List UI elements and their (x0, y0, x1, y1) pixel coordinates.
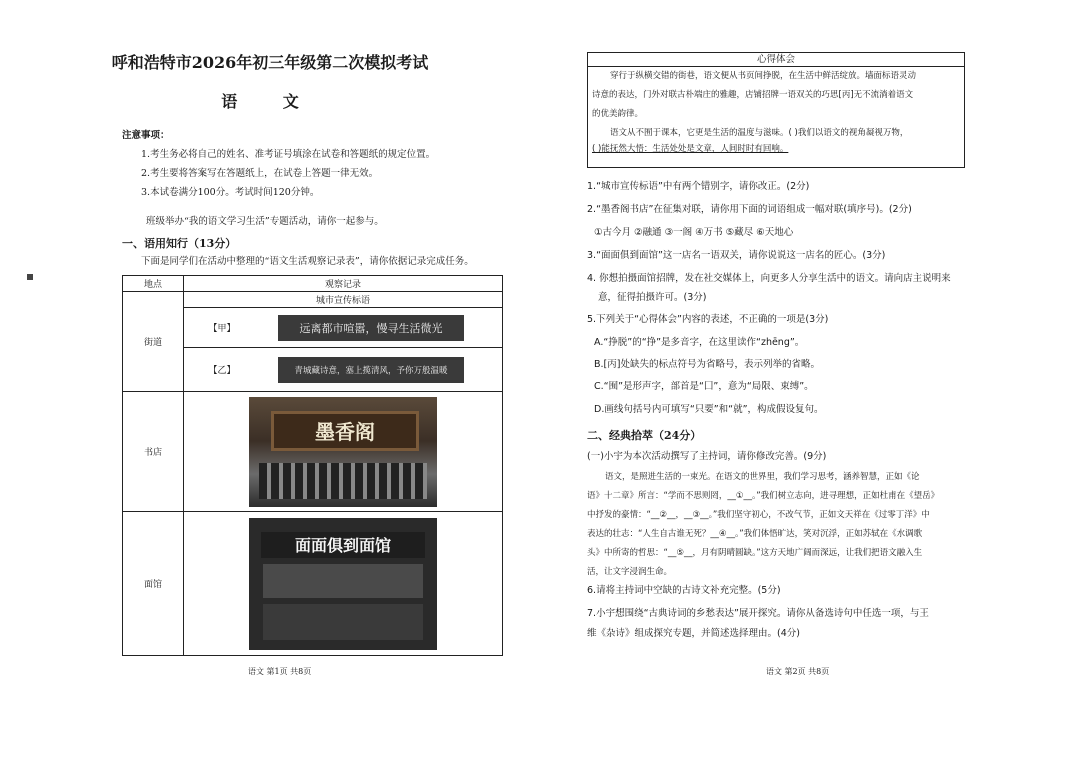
question-7-line-1: 7.小宇想围绕“古典诗词的乡愁表达”展开探究。请你从备选诗句中任选一项，与王 (587, 608, 929, 619)
question-5-option-a: A.“挣脱”的“挣”是多音字，在这里读作“zhēng”。 (594, 337, 805, 348)
restaurant-sign: 面面俱到面馆 (261, 532, 425, 558)
bookstore-photo (249, 397, 437, 507)
question-4-line-1: 4. 你想拍摄面馆招牌，发在社交媒体上，向更多人分享生活中的语文。请向店主说明来 (587, 273, 951, 284)
bookstore-photo-cell (184, 392, 503, 512)
question-5-option-b: B.[丙]处缺失的标点符号为省略号，表示列举的省略。 (594, 359, 820, 370)
col-location: 地点 (123, 276, 184, 292)
slogan-yi-image: 青城藏诗意，塞上揽清风，予你万般温暖 (278, 357, 464, 383)
slogan-jia-image: 远离都市喧嚣，慢寻生活微光 (278, 315, 464, 341)
host-script-line-4: 表达的壮志：“人生自古谁无死？__④__。”我们体悟旷达，笑对沉浮，正如苏轼在《水调歌 (587, 529, 923, 539)
section-2-sub-1: (一)小宇为本次活动撰写了主持词，请你修改完善。(9分) (587, 451, 827, 462)
street-header: 城市宣传标语 (184, 292, 503, 308)
notice-2: 2.考生要将答案写在答题纸上，在试卷上答题一律无效。 (141, 168, 379, 179)
col-record: 观察记录 (184, 276, 503, 292)
observation-table (122, 275, 503, 656)
question-5-option-d: D.画线句括号内可填写“只要”和“就”，构成假设复句。 (594, 404, 824, 415)
question-4-line-2: 意，征得拍摄许可。(3分) (598, 292, 707, 303)
question-5: 5.下列关于“心得体会”内容的表述，不正确的一项是(3分) (587, 314, 829, 325)
storefront-image (263, 604, 423, 640)
question-2: 2.“墨香阁书店”在征集对联，请你用下面的词语组成一幅对联(填序号)。(2分) (587, 204, 912, 215)
row-restaurant: 面馆 (123, 512, 184, 656)
xinde-line-5: ( )能抚然大悟：生活处处是文章，人间时时有回响。 (592, 144, 789, 154)
right-page (540, 0, 1080, 763)
notice-heading: 注意事项： (122, 130, 170, 141)
slogan-jia-cell (184, 308, 503, 348)
host-script-line-2: 语》十二章》所言：“学而不思则罔，__①__。”我们树立志向，进寻理想，正如杜甫在《望岳》 (587, 491, 940, 501)
question-5-option-c: C.“囿”是形声字，部首是“囗”，意为“局限、束缚”。 (594, 381, 814, 392)
question-2-options: ①古今月 ②融通 ③一阁 ④万书 ⑤藏尽 ⑥天地心 (594, 227, 794, 238)
host-script-line-6: 活，让文字浸润生命。 (587, 567, 673, 577)
footer-page-1: 语文 第1页 共8页 (248, 667, 312, 676)
xinde-line-2: 诗意的表达，门外对联古朴端庄的雅趣，店铺招牌一语双关的巧思[丙]无不流淌着语文 (592, 90, 914, 100)
section-1-heading: 一、语用知行（13分） (122, 237, 237, 250)
xinde-line-1: 穿行于纵横交错的街巷，语文便从书页间挣脱，在生活中鲜活绽放。墙面标语灵动 (610, 71, 917, 81)
question-7-line-2: 维《杂诗》组成探究专题，并简述选择理由。(4分) (587, 628, 800, 639)
host-script-line-5: 头》中所寄的哲思：“__⑤__，月有阴晴圆缺。”这方天地广阔而深远，让我们把语文融入生 (587, 548, 923, 558)
slogan-yi-cell (184, 348, 503, 392)
restaurant-photo-cell (184, 512, 503, 656)
xinde-line-4: 语文从不囿于课本，它更是生活的温度与滋味。( )我们以语文的视角凝视万物， (610, 128, 909, 138)
footer-page-2: 语文 第2页 共8页 (766, 667, 830, 676)
row-street: 街道 (123, 292, 184, 392)
host-script (587, 468, 967, 582)
label-jia: 【甲】 (208, 324, 236, 334)
xinde-box (587, 52, 965, 168)
section-2-heading: 二、经典拾萃（24分） (587, 429, 702, 442)
question-1: 1.“城市宣传标语”中有两个错别字，请你改正。(2分) (587, 181, 810, 192)
notice-3: 3.本试卷满分100分。考试时间120分钟。 (141, 187, 320, 198)
host-script-line-1: 语文，是照进生活的一束光。在语文的世界里，我们学习思考，涵养智慧，正如《论 (605, 472, 920, 482)
notice-1: 1.考生务必将自己的姓名、准考证号填涂在试卷和答题纸的规定位置。 (141, 149, 436, 160)
scan-mark (27, 274, 33, 280)
xinde-title: 心得体会 (588, 53, 964, 67)
bookstore-sign: 墨香阁 (271, 411, 419, 451)
exam-title: 呼和浩特市2026年初三年级第二次模拟考试 (111, 53, 429, 72)
xinde-line-3: 的优美韵律。 (592, 109, 644, 119)
restaurant-photo (249, 518, 437, 650)
section-1-desc: 下面是同学们在活动中整理的“语文生活观察记录表”，请你依据记录完成任务。 (141, 256, 474, 267)
label-yi: 【乙】 (208, 366, 236, 376)
exam-subject: 语 文 (221, 92, 319, 111)
bookshelf-image (259, 463, 427, 499)
question-6: 6.请将主持词中空缺的古诗文补充完整。(5分) (587, 585, 781, 596)
row-bookstore: 书店 (123, 392, 184, 512)
activity-intro: 班级举办“我的语文学习生活”专题活动，请你一起参与。 (146, 216, 384, 227)
question-3: 3.“面面俱到面馆”这一店名一语双关，请你说说这一店名的匠心。(3分) (587, 250, 886, 261)
host-script-line-3: 中抒发的豪情：“__②__，__③__。”我们坚守初心，不改气节，正如文天祥在《过零丁洋》中 (587, 510, 930, 520)
menu-board-image (263, 564, 423, 598)
